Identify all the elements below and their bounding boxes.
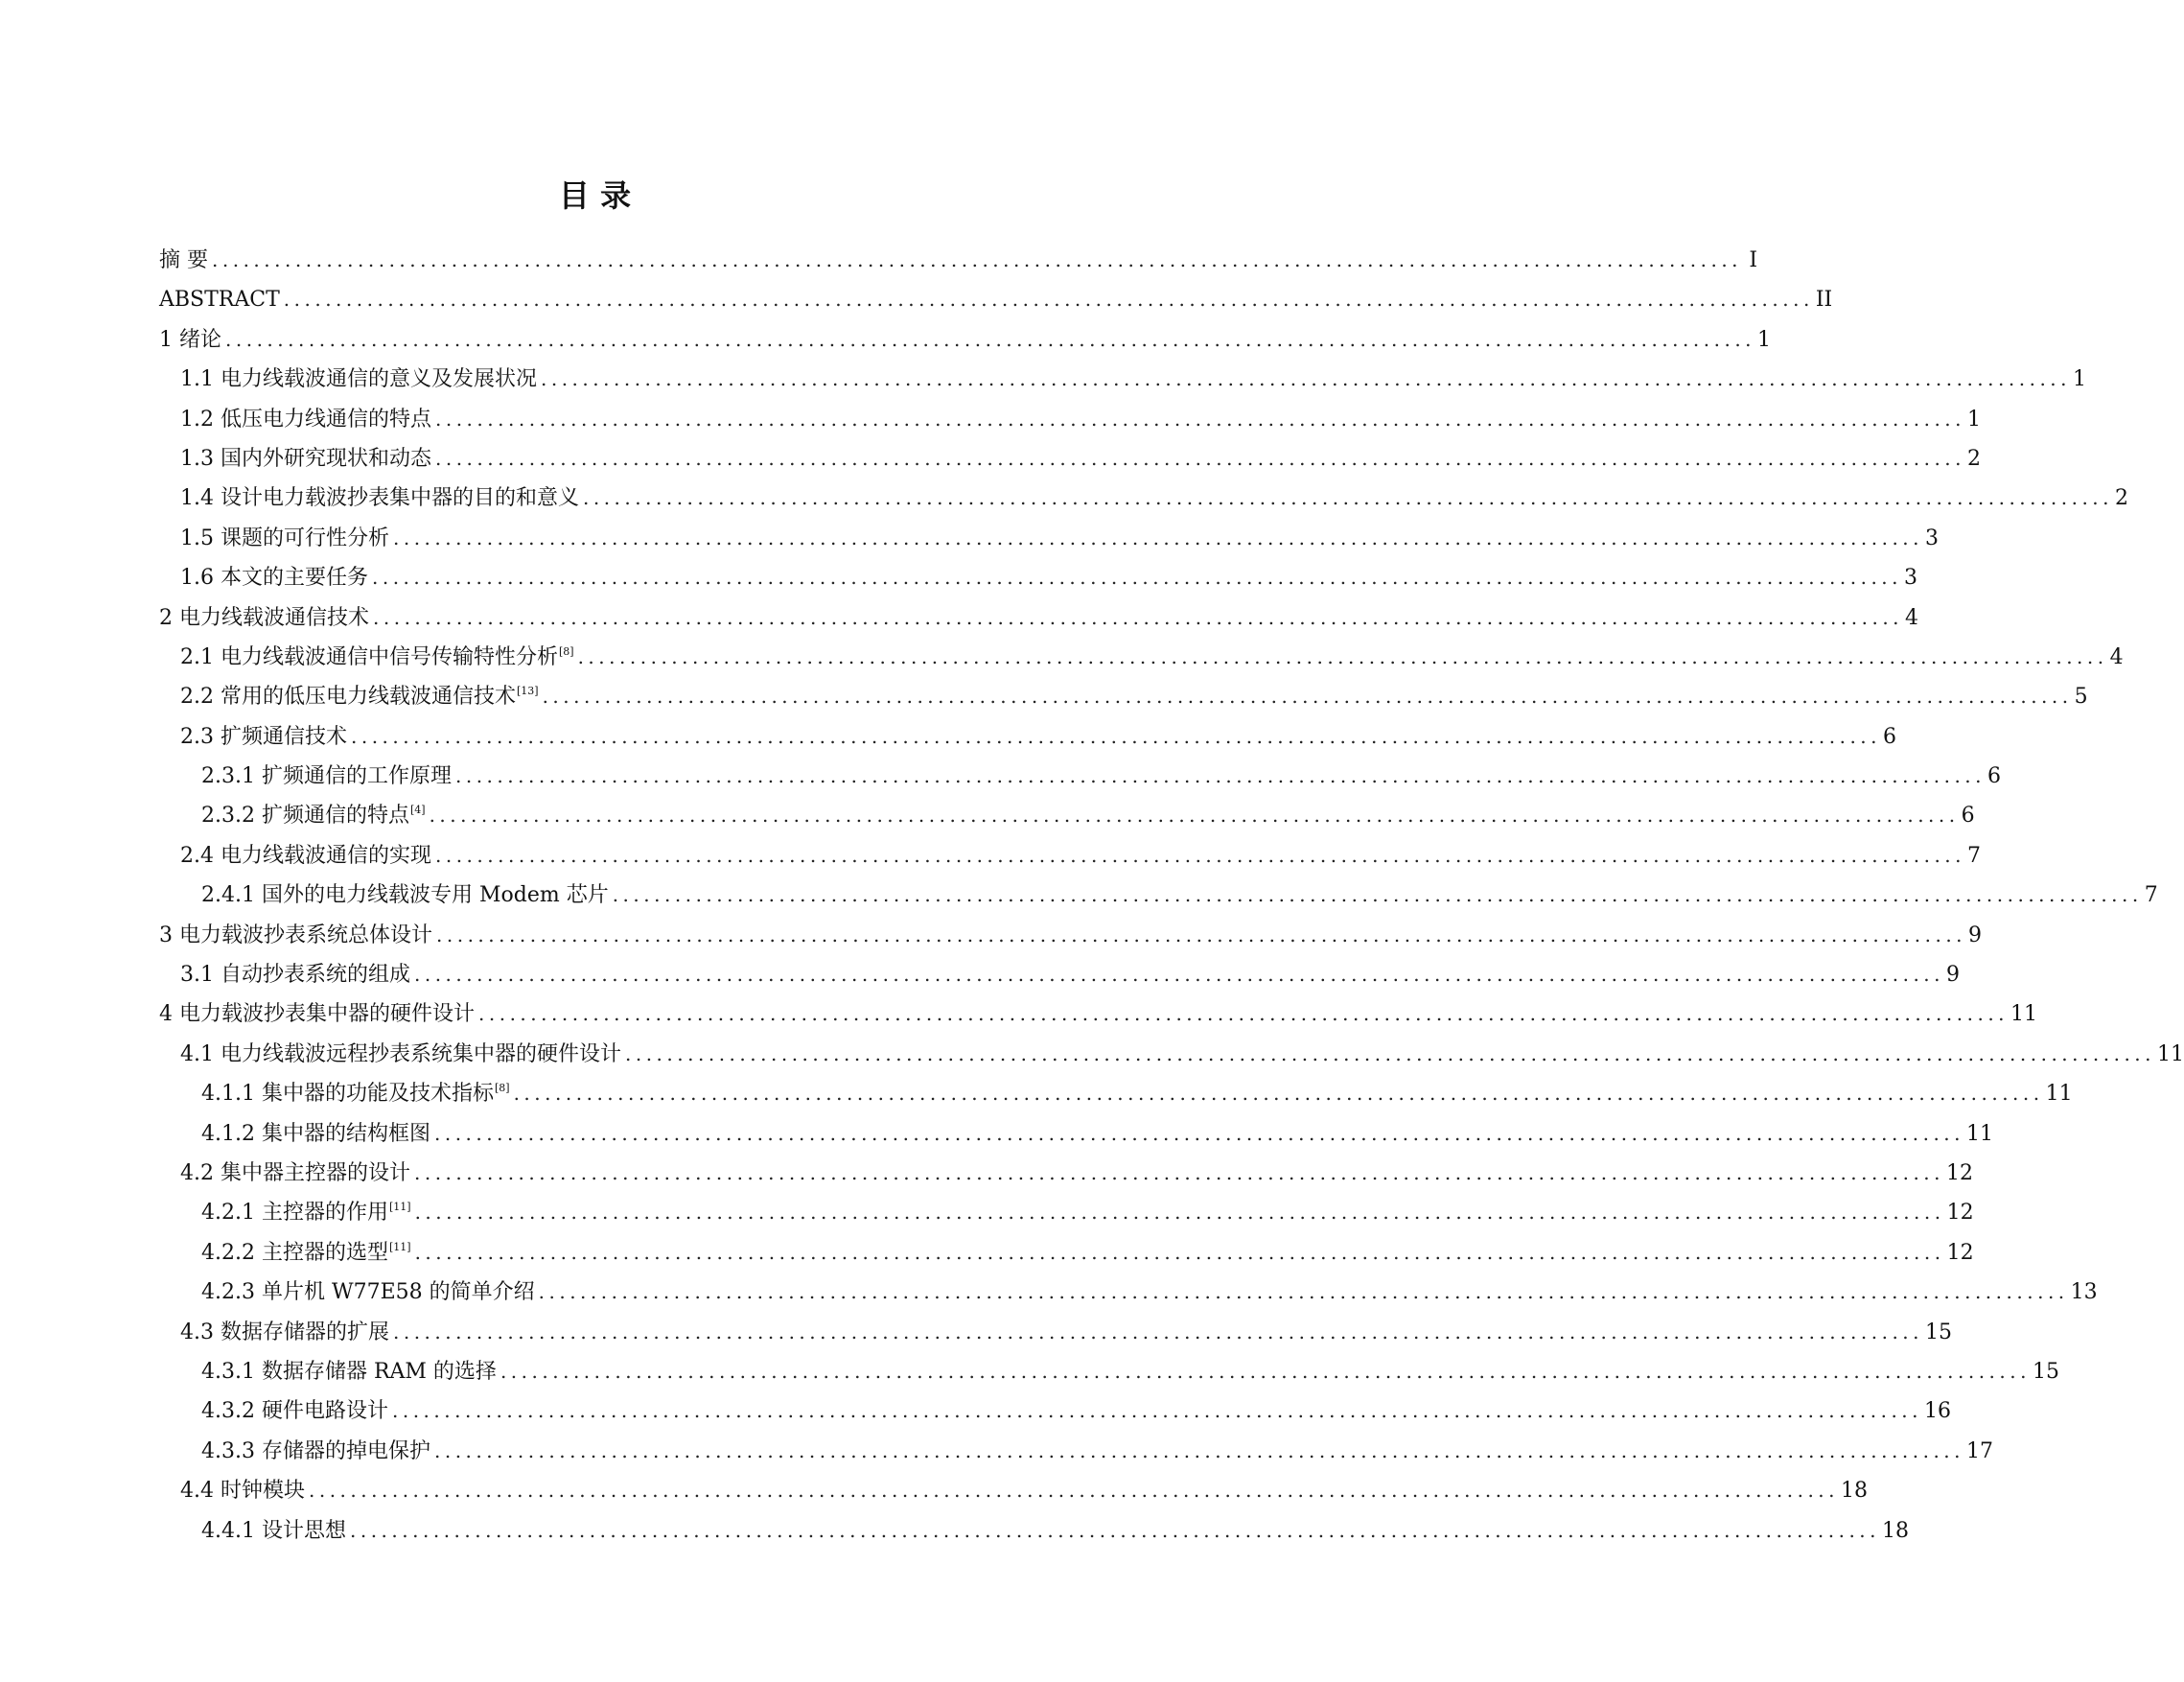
toc-entry[interactable] xyxy=(159,479,2129,518)
dot-leader: ................................................................................................................................................... xyxy=(349,1518,1881,1542)
dot-leader: ................................................................................................................................................... xyxy=(436,923,1967,946)
toc-entry-title: 1.5 课题的可行性分析 xyxy=(180,526,389,550)
dot-leader: ................................................................................................................................................... xyxy=(612,883,2143,907)
toc-entry-title: 4.3.3 存储器的掉电保护 xyxy=(201,1438,430,1463)
dot-leader: ................................................................................................................................................... xyxy=(308,1479,1840,1503)
toc-entry[interactable] xyxy=(159,796,1975,835)
citation-marker: [8] xyxy=(494,1082,510,1095)
toc-page-number: 1 xyxy=(1967,407,1982,432)
dot-leader: ................................................................................................................................................... xyxy=(540,367,2072,391)
toc-page-number: 15 xyxy=(2032,1359,2059,1384)
dot-leader: ................................................................................................................................................... xyxy=(414,1240,1945,1264)
toc-entry[interactable] xyxy=(159,360,2087,399)
dot-leader: ................................................................................................................................................... xyxy=(429,804,1960,828)
page-title: 目 录 xyxy=(558,177,632,214)
toc-entry[interactable] xyxy=(159,1114,1994,1154)
toc-entry[interactable] xyxy=(159,558,1918,597)
toc-entry-title: 1.3 国内外研究现状和动态 xyxy=(180,446,431,471)
toc-page-number: 6 xyxy=(1961,804,1975,829)
toc-entry[interactable] xyxy=(159,280,1833,319)
toc-entry[interactable] xyxy=(159,439,1982,479)
toc-entry-title: 2.3.2 扩频通信的特点 xyxy=(201,804,409,829)
toc-entry-title: 4.1.1 集中器的功能及技术指标 xyxy=(201,1082,494,1107)
citation-marker: [13] xyxy=(516,685,539,698)
toc-page-number: 17 xyxy=(1966,1438,1994,1463)
toc-entry-title: 摘 要 xyxy=(159,248,208,272)
toc-page-number: 12 xyxy=(1946,1240,1974,1265)
toc-page-number: 13 xyxy=(2070,1280,2098,1305)
toc-entry-title: ABSTRACT xyxy=(159,288,280,313)
toc-entry-title: 4.3 数据存储器的扩展 xyxy=(180,1320,389,1344)
toc-entry-title: 4.2.1 主控器的作用 xyxy=(201,1201,388,1226)
citation-marker: [8] xyxy=(558,644,574,658)
dot-leader: ................................................................................................................................................... xyxy=(391,1399,1923,1423)
table-of-contents xyxy=(159,241,2184,1551)
toc-entry-title: 4.4.1 设计思想 xyxy=(201,1518,346,1543)
toc-entry[interactable] xyxy=(159,717,1897,757)
dot-leader: ................................................................................................................................................... xyxy=(414,1201,1945,1225)
toc-page-number: 3 xyxy=(1904,566,1918,591)
toc-entry-title: 3 电力载波抄表系统总体设计 xyxy=(159,923,432,947)
citation-marker: [11] xyxy=(388,1201,411,1214)
dot-leader: ................................................................................................................................................... xyxy=(283,288,1814,312)
toc-page-number: 7 xyxy=(2144,883,2158,908)
toc-entry-title: 1.6 本文的主要任务 xyxy=(180,566,368,591)
dot-leader: ................................................................................................................................................... xyxy=(582,486,2114,510)
toc-page-number: 12 xyxy=(1946,1201,1974,1226)
dot-leader: ................................................................................................................................................... xyxy=(350,724,1882,748)
toc-page-number: 9 xyxy=(1968,923,1983,947)
toc-page-number: 18 xyxy=(1841,1479,1869,1504)
dot-leader: ................................................................................................................................................... xyxy=(392,526,1924,549)
toc-entry-title: 4.2.2 主控器的选型 xyxy=(201,1240,388,1265)
toc-entry[interactable] xyxy=(159,1511,1910,1551)
citation-marker: [4] xyxy=(409,804,426,817)
dot-leader: ................................................................................................................................................... xyxy=(624,1041,2156,1065)
toc-page-number: 9 xyxy=(1946,963,1961,988)
toc-entry-title: 2 电力线载波通信技术 xyxy=(159,605,369,630)
toc-entry[interactable] xyxy=(159,1432,1994,1471)
toc-entry-title: 4.4 时钟模块 xyxy=(180,1479,305,1504)
toc-page-number: 18 xyxy=(1882,1518,1910,1543)
toc-entry[interactable] xyxy=(159,598,1919,638)
toc-page-number: 15 xyxy=(1925,1320,1953,1344)
toc-entry[interactable] xyxy=(159,1035,2184,1074)
toc-entry-title: 4.3.2 硬件电路设计 xyxy=(201,1399,388,1424)
toc-entry[interactable] xyxy=(159,916,1983,955)
toc-entry[interactable] xyxy=(159,677,2088,716)
toc-entry-title: 4.1.2 集中器的结构框图 xyxy=(201,1121,430,1146)
toc-entry[interactable] xyxy=(159,638,2124,677)
toc-entry-title: 4.2.3 单片机 W77E58 的简单介绍 xyxy=(201,1280,535,1305)
dot-leader: ................................................................................................................................................... xyxy=(478,1002,2010,1026)
toc-entry[interactable] xyxy=(159,1313,1953,1352)
toc-entry-title: 2.3.1 扩频通信的工作原理 xyxy=(201,764,452,789)
toc-entry-title: 3.1 自动抄表系统的组成 xyxy=(180,963,410,988)
toc-entry[interactable] xyxy=(159,757,2002,796)
toc-page-number: 4 xyxy=(2109,644,2124,669)
toc-entry-title: 1.2 低压电力线通信的特点 xyxy=(180,407,431,432)
toc-page-number: 1 xyxy=(1757,327,1772,352)
dot-leader: ................................................................................................................................................... xyxy=(212,248,1743,271)
toc-entry-title: 4.3.1 数据存储器 RAM 的选择 xyxy=(201,1359,497,1384)
toc-entry[interactable] xyxy=(159,1193,1974,1232)
toc-page-number: 16 xyxy=(1924,1399,1952,1424)
toc-entry[interactable] xyxy=(159,836,1982,876)
dot-leader: ................................................................................................................................................... xyxy=(538,1280,2069,1304)
dot-leader: ................................................................................................................................................... xyxy=(577,644,2108,668)
toc-entry[interactable] xyxy=(159,241,1758,280)
dot-leader: ................................................................................................................................................... xyxy=(454,764,1987,788)
toc-entry[interactable] xyxy=(159,1273,2098,1312)
dot-leader: ................................................................................................................................................... xyxy=(513,1082,2044,1106)
toc-page-number: 6 xyxy=(1883,724,1897,749)
dot-leader: ................................................................................................................................................... xyxy=(542,685,2073,709)
dot-leader: ................................................................................................................................................... xyxy=(433,1438,1965,1462)
toc-page-number: 1 xyxy=(2073,367,2087,392)
toc-page-number: 11 xyxy=(2157,1041,2184,1066)
toc-page-number: 7 xyxy=(1967,843,1982,868)
toc-entry[interactable] xyxy=(159,955,1961,994)
toc-page-number: 12 xyxy=(1946,1160,1974,1185)
toc-entry[interactable] xyxy=(159,320,1772,360)
dot-leader: ................................................................................................................................................... xyxy=(413,1160,1945,1184)
toc-page-number: 5 xyxy=(2074,685,2088,710)
toc-page-number: 6 xyxy=(1987,764,2002,789)
toc-entry[interactable] xyxy=(159,400,1982,439)
toc-entry-title: 2.3 扩频通信技术 xyxy=(180,724,347,749)
toc-entry-title: 2.4.1 国外的电力线载波专用 Modem 芯片 xyxy=(201,883,609,908)
dot-leader: ................................................................................................................................................... xyxy=(225,327,1756,351)
toc-entry-title: 1 绪论 xyxy=(159,327,221,352)
toc-entry-title: 4.1 电力线载波远程抄表系统集中器的硬件设计 xyxy=(180,1041,621,1066)
toc-entry-title: 4 电力载波抄表集中器的硬件设计 xyxy=(159,1002,475,1027)
dot-leader: ................................................................................................................................................... xyxy=(500,1359,2031,1383)
citation-marker: [11] xyxy=(388,1240,411,1253)
toc-page-number: I xyxy=(1749,248,1758,272)
toc-entry-title: 2.2 常用的低压电力线载波通信技术 xyxy=(180,685,516,710)
toc-page-number: 4 xyxy=(1905,605,1919,630)
toc-entry-title: 2.1 电力线载波通信中信号传输特性分析 xyxy=(180,644,558,669)
dot-leader: ................................................................................................................................................... xyxy=(434,843,1966,867)
toc-page-number: 3 xyxy=(1925,526,1940,550)
toc-page-number: 11 xyxy=(2045,1082,2073,1107)
toc-entry[interactable] xyxy=(159,876,2158,915)
toc-page-number: 11 xyxy=(1966,1121,1994,1146)
dot-leader: ................................................................................................................................................... xyxy=(434,446,1966,470)
dot-leader: ................................................................................................................................................... xyxy=(413,963,1945,987)
toc-page-number: 2 xyxy=(1967,446,1982,471)
toc-entry[interactable] xyxy=(159,1233,1974,1273)
toc-entry[interactable] xyxy=(159,1074,2073,1113)
dot-leader: ................................................................................................................................................... xyxy=(434,407,1966,431)
toc-entry[interactable] xyxy=(159,1471,1869,1510)
toc-entry[interactable] xyxy=(159,994,2038,1034)
toc-entry[interactable] xyxy=(159,1391,1952,1431)
toc-entry[interactable] xyxy=(159,519,1940,558)
dot-leader: ................................................................................................................................................... xyxy=(373,605,1904,629)
toc-page-number: 11 xyxy=(2010,1002,2038,1027)
toc-page-number: II xyxy=(1815,288,1833,313)
toc-entry[interactable] xyxy=(159,1352,2059,1391)
toc-entry-title: 4.2 集中器主控器的设计 xyxy=(180,1160,410,1185)
dot-leader: ................................................................................................................................................... xyxy=(433,1121,1965,1145)
toc-entry-title: 2.4 电力线载波通信的实现 xyxy=(180,843,431,868)
dot-leader: ................................................................................................................................................... xyxy=(392,1320,1924,1343)
toc-page-number: 2 xyxy=(2115,486,2129,511)
toc-entry-title: 1.4 设计电力载波抄表集中器的目的和意义 xyxy=(180,486,579,511)
toc-entry-title: 1.1 电力线载波通信的意义及发展状况 xyxy=(180,367,537,392)
dot-leader: ................................................................................................................................................... xyxy=(371,566,1903,590)
toc-entry[interactable] xyxy=(159,1154,1974,1193)
